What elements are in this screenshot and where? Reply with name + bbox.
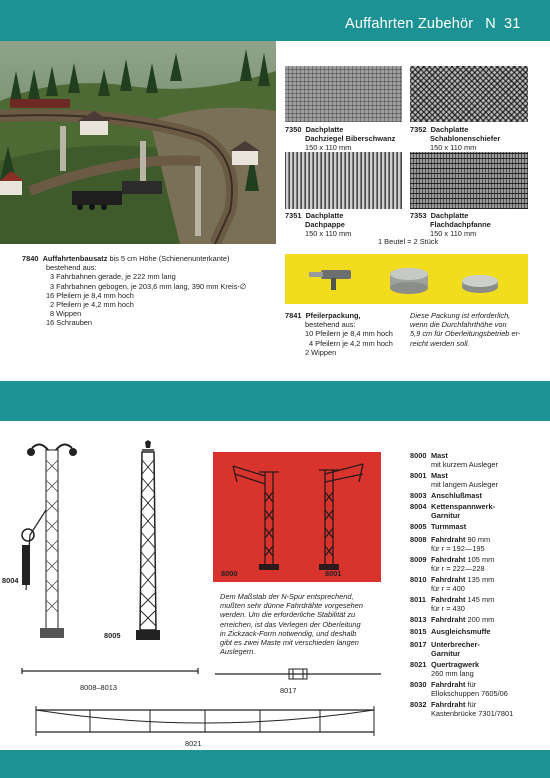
list-item: 8009 Fahrdraht 105 mm für r = 222—228 — [410, 555, 495, 573]
bag-note: 1 Beutel = 2 Stück — [378, 237, 439, 246]
mast-8004-drawing — [12, 440, 92, 645]
list-item: 8001 Mast mit langem Ausleger — [410, 471, 498, 489]
list-item: 8032 Fahrdraht für Kastenbrücke 7301/7801 — [410, 700, 514, 718]
item-7841-note: Diese Packung ist erforderlich, wenn die Durchfahrthöhe von 5,9 cm für Oberleitungsbetrieb er- reicht werden soll. — [410, 311, 521, 348]
list-item: 8011 Fahrdraht 145 mm für r = 430 — [410, 595, 495, 613]
footer-band — [0, 750, 550, 778]
label-8017: 8017 — [280, 686, 297, 695]
label-8021: 8021 — [185, 739, 202, 748]
texture-7353 — [410, 152, 528, 209]
pillar-pack-photo — [285, 254, 528, 304]
list-item: 8013 Fahrdraht 200 mm — [410, 615, 495, 624]
divider-band — [0, 381, 550, 421]
texture-7350 — [285, 66, 402, 122]
list-item: 8005 Turmmast — [410, 522, 467, 531]
list-item: 8010 Fahrdraht 135 mm für r = 400 — [410, 575, 495, 593]
masts-8000-8001-photo — [213, 452, 381, 582]
label-8001: 8001 — [325, 569, 342, 578]
layout-photo — [0, 41, 276, 244]
list-item: 8003 Anschlußmast — [410, 491, 482, 500]
page-number: 31 — [503, 16, 521, 32]
texture-7352 — [410, 66, 528, 122]
label-8004: 8004 — [2, 576, 19, 585]
list-item: 8015 Ausgleichsmuffe — [410, 627, 491, 636]
caption-7353: 7353 Dachplatte Flachdachpfanne 150 x 110 mm — [410, 211, 491, 238]
wire-8008-drawing — [20, 664, 200, 678]
caption-7352: 7352 Dachplatte Schablonenschiefer 150 x 110 mm — [410, 125, 501, 152]
list-item: 8021 Quertragwerk 260 mm lang — [410, 660, 480, 678]
list-item: 8017 Unterbrecher- Garnitur — [410, 640, 480, 658]
texture-7351 — [285, 152, 402, 209]
item-7841: 7841 Pfeilerpackung, bestehend aus: 10 Pfeilern je 8,4 mm hoch 4 Pfeilern je 4,2 mm hoch 2 Wippen — [285, 311, 393, 357]
list-item: 8030 Fahrdraht für Ellokschuppen 7605/06 — [410, 680, 508, 698]
mast-description: Dem Maßstab der N-Spur entsprechend, mußten sehr dünne Fahrdrähte vorgesehen werden. Um die erforderliche Stabilität zu erreichen, ist das Verlegen der Oberleitung in Zickzack-Form notwendig, und deshalb gibt es zwei Maste mit verschieden langen Auslegern. — [220, 592, 363, 657]
item-7840: 7840 Auffahrtenbausatz bis 5 cm Höhe (Schienenunterkante) bestehend aus: 3 Fahrbahnen gerade, je 222 mm lang 3 Fahrbahnen gebogen, je 203,6 mm lang, 390 mm Kreis-∅ 16 Pfeilern je 8,4 mm hoch 2 Pfeilern je 4,2 mm hoch 8 Wippen 16 Schrauben — [22, 254, 247, 328]
list-item: 8004 Kettenspannwerk- Garnitur — [410, 502, 496, 520]
label-8005: 8005 — [104, 631, 121, 640]
list-item: 8008 Fahrdraht 90 mm für r = 192—195 — [410, 535, 491, 553]
page-title: Auffahrten Zubehör N 31 — [345, 16, 521, 32]
crossbar-8021-drawing — [30, 700, 380, 738]
label-8000: 8000 — [221, 569, 238, 578]
caption-7351: 7351 Dachplatte Dachpappe 150 x 110 mm — [285, 211, 352, 238]
mast-8005-drawing — [128, 440, 168, 645]
label-8008-8013: 8008–8013 — [80, 683, 117, 692]
caption-7350: 7350 Dachplatte Dachziegel Biberschwanz 150 x 110 mm — [285, 125, 396, 152]
list-item: 8000 Mast mit kurzem Ausleger — [410, 451, 498, 469]
wire-8017-drawing — [213, 664, 383, 684]
